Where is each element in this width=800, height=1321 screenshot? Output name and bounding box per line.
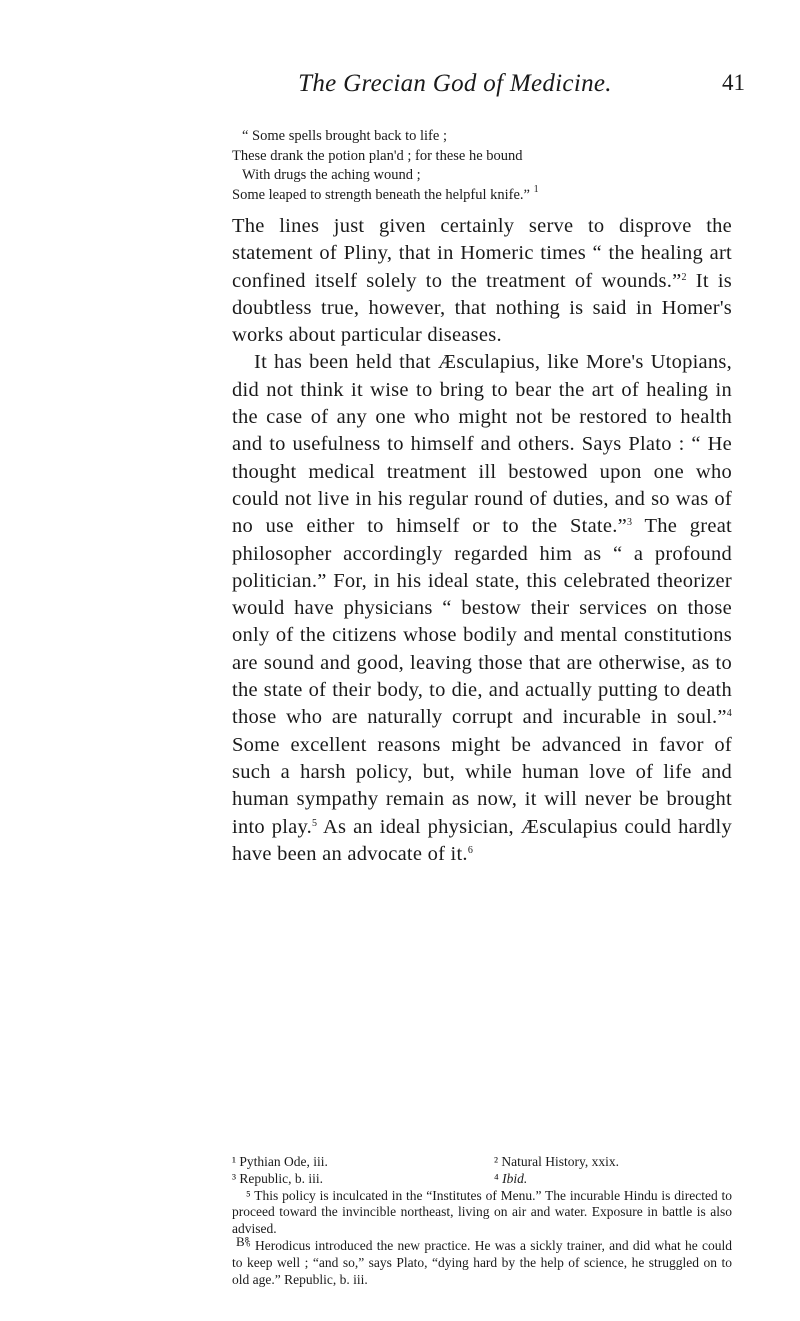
footnote-ref: 2	[681, 271, 687, 283]
footnote: ³ Republic, b. iii.	[232, 1170, 324, 1186]
footnote: ¹ Pythian Ode, iii.	[232, 1154, 328, 1169]
footnote: ² Natural History, xxix.	[494, 1154, 620, 1169]
running-title: The Grecian God of Medicine.	[298, 70, 612, 97]
signature-mark: B⁸	[236, 1234, 250, 1249]
verse-line: Some leaped to strength beneath the helpful knife.” $^1$	[232, 183, 539, 203]
footnote: ⁶ Herodicus introduced the new practice. He was a sickly trainer, and did what he could to keep well ; “and so,” says Plato, “dying hard by the help of science, he struggled on to old age.” Republic, b. iii.	[232, 1237, 732, 1287]
paragraph: The lines just given certainly serve to disprove the statement of Pliny, that in Homeric times “ the healing art confined itself solely to the treatment of wounds.”$^2$ It is doubtless true, however, that nothing is said in Homer's works about particular diseases.	[232, 215, 733, 347]
body-text	[232, 213, 732, 868]
footnote: ⁵ This policy is inculcated in the “Institutes of Menu.” The incurable Hindu is directed to proceed toward the invincible northeast, living on air and water. Exposure in battle is also advised.	[232, 1187, 732, 1237]
page-number: 41	[722, 70, 745, 95]
paragraph: It has been held that Æsculapius, like More's Utopians, did not think it wise to bring to bear the art of healing in the case of any one who might not be restored to health and to usefulness to himself and others. Says Plato : “ He thought medical treatment ill bestowed upon one who could not live in his regular round of duties, and so was of no use either to himself or to the State.”$^3$ The great philosopher accordingly regarded him as “ a profound politician.” For, in his ideal state, this celebrated theorizer would have physicians “ bestow their services on those only of the citizens whose bodily and mental constitutions are sound and good, leaving those that are otherwise, as to the state of their body, to die, and actually putting to death those who are naturally corrupt and incurable in soul.”$^4$ Some excellent reasons might be advanced in favor of such a harsh policy, but, while human love of life and human sympathy remain as now, it will never be brought into play.$^5$ As an ideal physician, Æsculapius could hardly have been an advocate of it.$^6$	[232, 351, 732, 865]
verse-line: These drank the potion plan'd ; for these he bound	[232, 147, 523, 164]
verse-line: “ Some spells brought back to life ;	[242, 128, 447, 144]
footnote: ⁴ Ibid.	[494, 1170, 528, 1186]
verse-quotation	[232, 127, 732, 205]
footnote-ref: 3	[626, 517, 633, 529]
footnote-ref: 6	[467, 844, 474, 856]
running-header	[215, 70, 745, 110]
verse-line: With drugs the aching wound ;	[242, 167, 421, 183]
footnotes	[232, 1154, 732, 1288]
footnote-ref: 5	[312, 817, 318, 829]
footnote-ref: 1	[533, 183, 539, 195]
footnote-ref: 4	[726, 708, 732, 720]
footnote-grid	[232, 1154, 732, 1188]
